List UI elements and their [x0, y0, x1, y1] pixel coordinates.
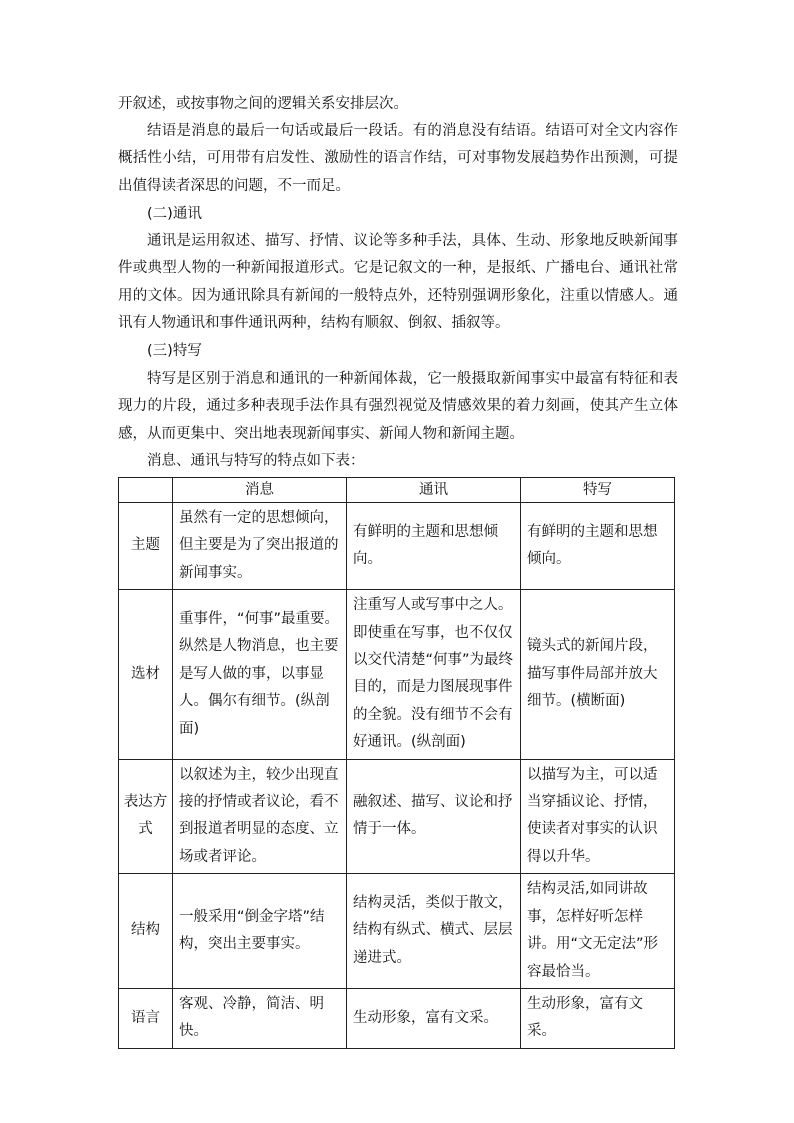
row-label: 表达方式 — [119, 759, 173, 874]
table-intro: 消息、通讯与特写的特点如下表： — [147, 453, 365, 469]
table-cell: 客观、冷静，简洁、明快。 — [173, 988, 347, 1048]
paragraph-continuation: 开叙述，或按事物之间的逻辑关系安排层次。 — [118, 96, 408, 112]
row-label: 结构 — [119, 874, 173, 989]
table-row — [119, 503, 675, 590]
table-cell: 重事件，“何事”最重要。纵然是人物消息，也主要是写人做的事，以事显人。偶尔有细节。(纵剖面) — [173, 590, 347, 759]
row-label: 主题 — [119, 503, 173, 590]
table-cell: 虽然有一定的思想倾向，但主要是为了突出报道的新闻事实。 — [173, 503, 347, 590]
table-cell: 有鲜明的主题和思想倾向。 — [347, 503, 521, 590]
paragraph-tongxun: 通讯是运用叙述、描写、抒情、议论等多种手法，具体、生动、形象地反映新闻事件或典型人物的一种新闻报道形式。它是记叙文的一种，是报纸、广播电台、通讯社常用的文体。因为通讯除具有新闻的一般特点外，还特别强调形象化，注重以情感人。通讯有人物通讯和事件通讯两种，结构有顺叙、倒叙、插叙等。 — [118, 233, 678, 332]
row-label: 语言 — [119, 988, 173, 1048]
section-heading-tongxun: (二)通讯 — [147, 206, 202, 222]
header-empty — [119, 478, 173, 503]
table-row — [119, 590, 675, 759]
table-cell: 镜头式的新闻片段，描写事件局部并放大细节。(横断面) — [521, 590, 675, 759]
table-cell: 生动形象，富有文采。 — [347, 988, 521, 1048]
table-cell: 有鲜明的主题和思想倾向。 — [521, 503, 675, 590]
paragraph-texie: 特写是区别于消息和通讯的一种新闻体裁，它一般摄取新闻事实中最富有特征和表现力的片段，通过多种表现手法作具有强烈视觉及情感效果的着力刻画，使其产生立体感，从而更集中、突出地表现新闻事实、新闻人物和新闻主题。 — [118, 371, 678, 442]
row-label: 选材 — [119, 590, 173, 759]
header-xiaoxi: 消息 — [173, 478, 347, 503]
section-heading-texie: (三)特写 — [147, 343, 202, 359]
table-row — [119, 759, 675, 874]
comparison-table — [118, 477, 675, 1049]
table-cell: 结构灵活,如同讲故事，怎样好听怎样讲。用“文无定法”形容最恰当。 — [521, 874, 675, 989]
table-cell: 融叙述、描写、议论和抒情于一体。 — [347, 759, 521, 874]
table-cell: 注重写人或写事中之人。即使重在写事，也不仅仅以交代清楚“何事”为最终目的，而是力图展现事件的全貌。没有细节不会有好通讯。(纵剖面) — [347, 590, 521, 759]
table-cell: 一般采用“倒金字塔”结构，突出主要事实。 — [173, 874, 347, 989]
table-cell: 以叙述为主，较少出现直接的抒情或者议论，看不到报道者明显的态度、立场或者评论。 — [173, 759, 347, 874]
header-texie: 特写 — [521, 478, 675, 503]
table-row — [119, 874, 675, 989]
header-tongxun: 通讯 — [347, 478, 521, 503]
table-row — [119, 988, 675, 1048]
table-cell: 生动形象，富有文采。 — [521, 988, 675, 1048]
table-cell: 结构灵活，类似于散文，结构有纵式、横式、层层递进式。 — [347, 874, 521, 989]
table-header-row — [119, 478, 675, 503]
paragraph-conclusion: 结语是消息的最后一句话或最后一段话。有的消息没有结语。结语可对全文内容作概括性小结，可用带有启发性、激励性的语言作结，可对事物发展趋势作出预测，可提出值得读者深思的问题，不一而足。 — [118, 123, 678, 194]
table-cell: 以描写为主，可以适当穿插议论、抒情，使读者对事实的认识得以升华。 — [521, 759, 675, 874]
